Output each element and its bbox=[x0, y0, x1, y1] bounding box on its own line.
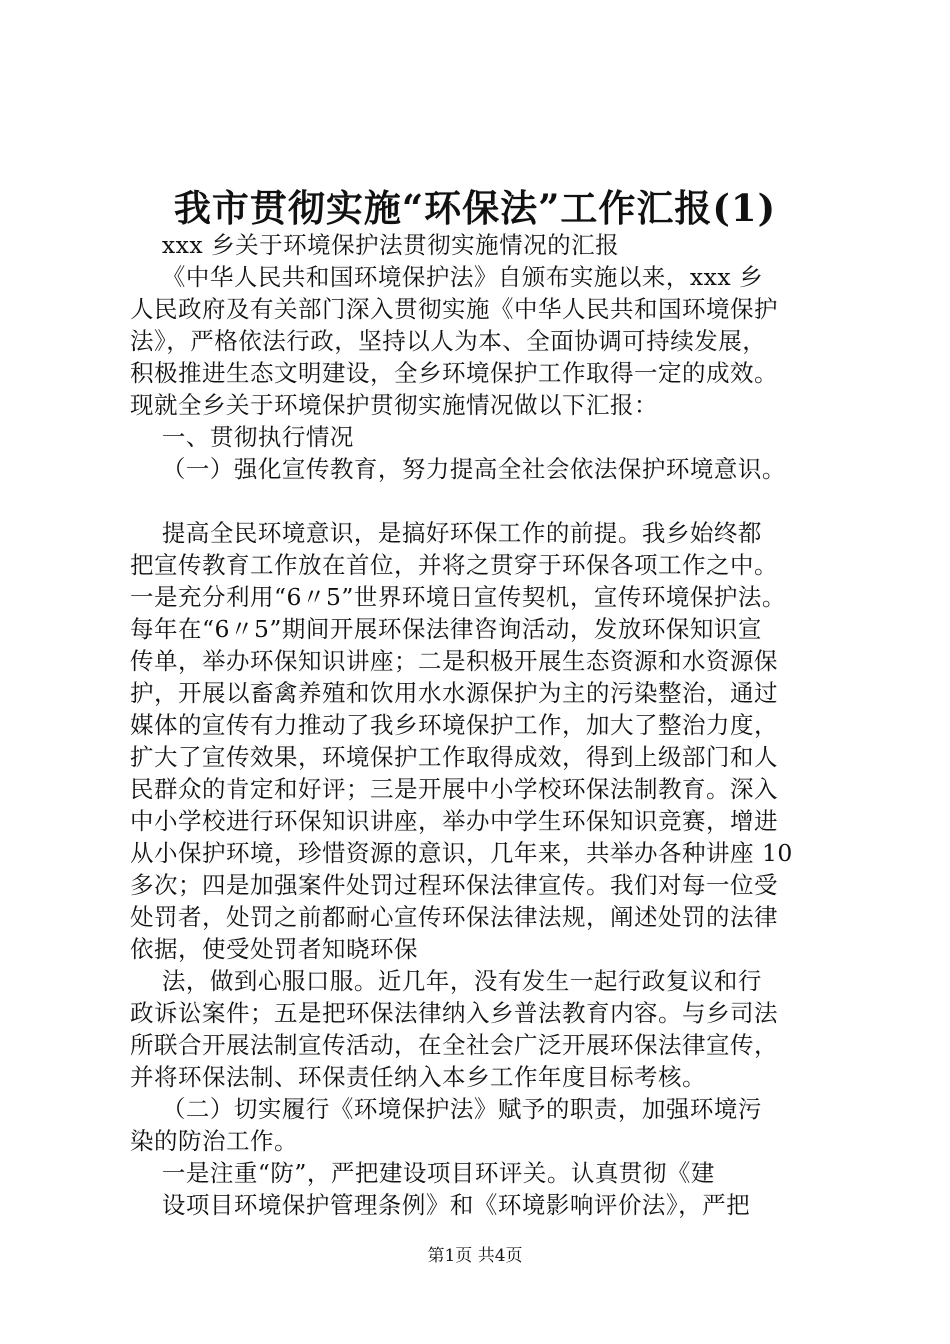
body-line: 所联合开展法制宣传活动，在全社会广泛开展环保法律宣传， bbox=[130, 1031, 778, 1059]
body-line: 设项目环境保护管理条例》和《环境影响评价法》，严把 bbox=[130, 1191, 751, 1219]
body-line: 一是充分利用“6〃5”世界环境日宣传契机，宣传环境保护法。 bbox=[130, 583, 786, 611]
body-line: 现就全乡关于环境保护贯彻实施情况做以下汇报： bbox=[130, 391, 658, 419]
body-line: 政诉讼案件；五是把环保法律纳入乡普法教育内容。与乡司法 bbox=[130, 999, 778, 1027]
body-line: 媒体的宣传有力推动了我乡环境保护工作，加大了整治力度， bbox=[130, 711, 778, 739]
body-line: （一）强化宣传教育，努力提高全社会依法保护环境意识。 bbox=[130, 455, 786, 483]
body-line: 《中华人民共和国环境保护法》自颁布实施以来，xxx 乡 bbox=[130, 263, 764, 291]
body-line: 法，做到心服口服。近几年，没有发生一起行政复议和行 bbox=[130, 967, 762, 995]
document-title: 我市贯彻实施“环保法”工作汇报(1) bbox=[173, 186, 777, 230]
body-line: 人民政府及有关部门深入贯彻实施《中华人民共和国环境保护 bbox=[130, 295, 778, 323]
body-line: 并将环保法制、环保责任纳入本乡工作年度目标考核。 bbox=[130, 1063, 706, 1091]
body-line: 把宣传教育工作放在首位，并将之贯穿于环保各项工作之中。 bbox=[130, 551, 778, 579]
body-line: 法》，严格依法行政，坚持以人为本、全面协调可持续发展， bbox=[130, 327, 767, 355]
body-line: （二）切实履行《环境保护法》赋予的职责，加强环境污 bbox=[130, 1095, 762, 1123]
body-line: 积极推进生态文明建设，全乡环境保护工作取得一定的成效。 bbox=[130, 359, 778, 387]
body-line: 依据，使受处罚者知晓环保 bbox=[130, 935, 418, 963]
body-line: 一是注重“防”，严把建设项目环评关。认真贯彻《建 bbox=[130, 1159, 715, 1187]
body-line: 处罚者，处罚之前都耐心宣传环保法律法规，阐述处罚的法律 bbox=[130, 903, 778, 931]
body-line: 提高全民环境意识，是搞好环保工作的前提。我乡始终都 bbox=[130, 519, 762, 547]
body-line: 民群众的肯定和好评；三是开展中小学校环保法制教育。深入 bbox=[130, 775, 778, 803]
body-line: 护，开展以畜禽养殖和饮用水水源保护为主的污染整治，通过 bbox=[130, 679, 778, 707]
body-line: 一、贯彻执行情况 bbox=[130, 423, 354, 451]
page-footer: 第1页 共4页 bbox=[427, 1246, 523, 1266]
body-line: 染的防治工作。 bbox=[130, 1127, 298, 1155]
body-line: 每年在“6〃5”期间开展环保法律咨询活动，发放环保知识宣 bbox=[130, 615, 762, 643]
body-line: 从小保护环境，珍惜资源的意识，几年来，共举办各种讲座 10 bbox=[130, 839, 793, 867]
body-line: 传单，举办环保知识讲座；二是积极开展生态资源和水资源保 bbox=[130, 647, 778, 675]
body-line: xxx 乡关于环境保护法贯彻实施情况的汇报 bbox=[130, 231, 620, 259]
body-line: 中小学校进行环保知识讲座，举办中学生环保知识竞赛，增进 bbox=[130, 807, 778, 835]
body-line: 扩大了宣传效果，环境保护工作取得成效，得到上级部门和人 bbox=[130, 743, 778, 771]
body-line: 多次；四是加强案件处罚过程环保法律宣传。我们对每一位受 bbox=[130, 871, 778, 899]
